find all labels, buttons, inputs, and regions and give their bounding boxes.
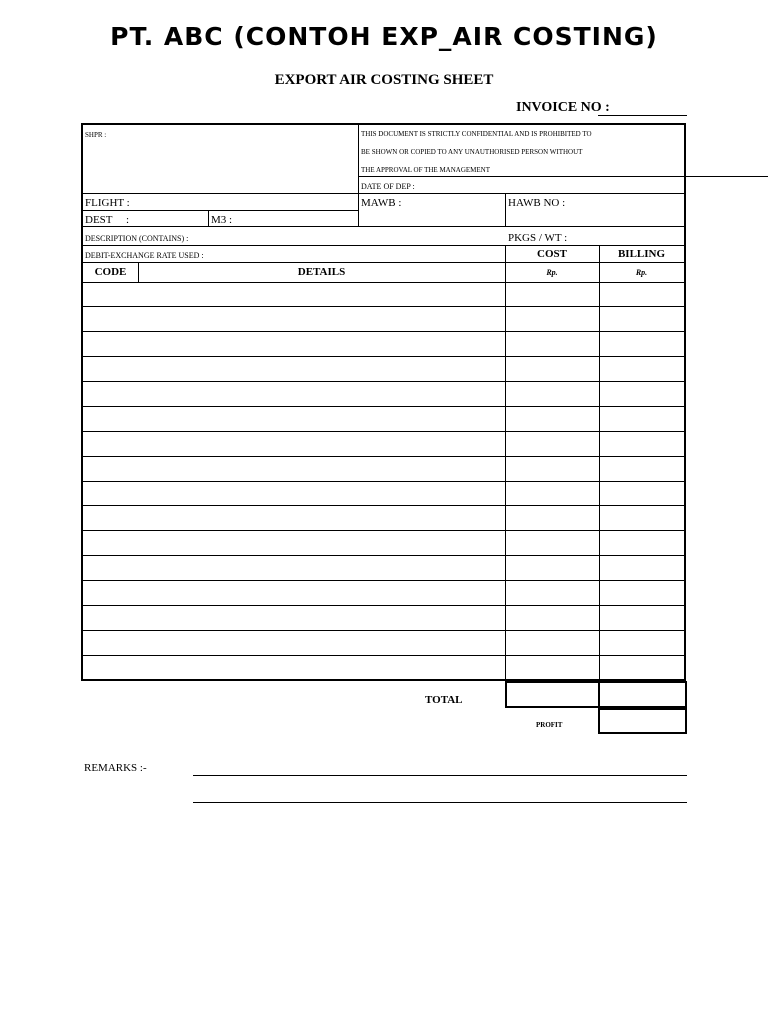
shpr-label: SHPR :	[85, 131, 107, 139]
divider	[83, 210, 358, 211]
cost-currency: Rp.	[546, 268, 558, 277]
cost-header: COST	[537, 248, 567, 260]
table-row[interactable]	[83, 506, 684, 531]
costing-form	[81, 123, 686, 681]
confidential-line-1: THIS DOCUMENT IS STRICTLY CONFIDENTIAL AND IS PROHIBITED TO	[361, 130, 592, 138]
table-row[interactable]	[83, 457, 684, 482]
confidential-line-2: BE SHOWN OR COPIED TO ANY UNAUTHORISED PERSON WITHOUT	[361, 148, 583, 156]
m3-label: M3 :	[211, 214, 233, 226]
total-billing-cell[interactable]	[598, 681, 687, 708]
cost-table-body	[83, 282, 684, 681]
table-row[interactable]	[83, 581, 684, 606]
mawb-label: MAWB :	[361, 197, 402, 209]
table-row[interactable]	[83, 531, 684, 556]
total-cost-cell[interactable]	[505, 681, 600, 708]
divider	[208, 210, 209, 226]
table-row[interactable]	[83, 432, 684, 457]
invoice-no-field[interactable]	[598, 115, 687, 116]
page-title: PT. ABC (CONTOH EXP_AIR COSTING)	[110, 22, 658, 51]
divider	[83, 262, 684, 263]
code-header: CODE	[94, 266, 127, 278]
description-label: DESCRIPTION (CONTAINS) :	[85, 234, 189, 243]
pkgs-wt-label: PKGS / WT :	[508, 232, 568, 244]
profit-cell[interactable]	[598, 708, 687, 734]
divider	[358, 176, 768, 177]
table-row[interactable]	[83, 656, 684, 681]
table-row[interactable]	[83, 556, 684, 581]
dest-label: DEST :	[85, 214, 130, 226]
table-row[interactable]	[83, 307, 684, 332]
remarks-label: REMARKS :-	[84, 762, 147, 774]
table-row[interactable]	[83, 631, 684, 656]
table-row[interactable]	[83, 282, 684, 307]
total-label: TOTAL	[425, 694, 463, 706]
table-row[interactable]	[83, 482, 684, 507]
hawb-no-label: HAWB NO :	[508, 197, 566, 209]
billing-header: BILLING	[617, 248, 666, 260]
divider	[83, 245, 684, 246]
table-row[interactable]	[83, 382, 684, 407]
invoice-no-label: INVOICE NO :	[516, 100, 610, 115]
table-row[interactable]	[83, 407, 684, 432]
remarks-line-2[interactable]	[193, 802, 687, 803]
date-of-dep-label: DATE OF DEP :	[361, 182, 415, 191]
details-header: DETAILS	[297, 266, 346, 278]
table-row[interactable]	[83, 332, 684, 357]
billing-currency: Rp.	[635, 268, 648, 277]
profit-label: PROFIT	[536, 721, 563, 729]
divider	[83, 193, 684, 194]
table-row[interactable]	[83, 357, 684, 382]
sheet-subtitle: EXPORT AIR COSTING SHEET	[274, 72, 494, 88]
divider	[505, 193, 506, 226]
divider	[83, 226, 684, 227]
remarks-line-1[interactable]	[193, 775, 687, 776]
flight-label: FLIGHT :	[85, 197, 130, 209]
debit-exchange-rate-label: DEBIT-EXCHANGE RATE USED :	[85, 251, 204, 260]
confidential-line-3: THE APPROVAL OF THE MANAGEMENT	[361, 166, 490, 174]
table-row[interactable]	[83, 606, 684, 631]
